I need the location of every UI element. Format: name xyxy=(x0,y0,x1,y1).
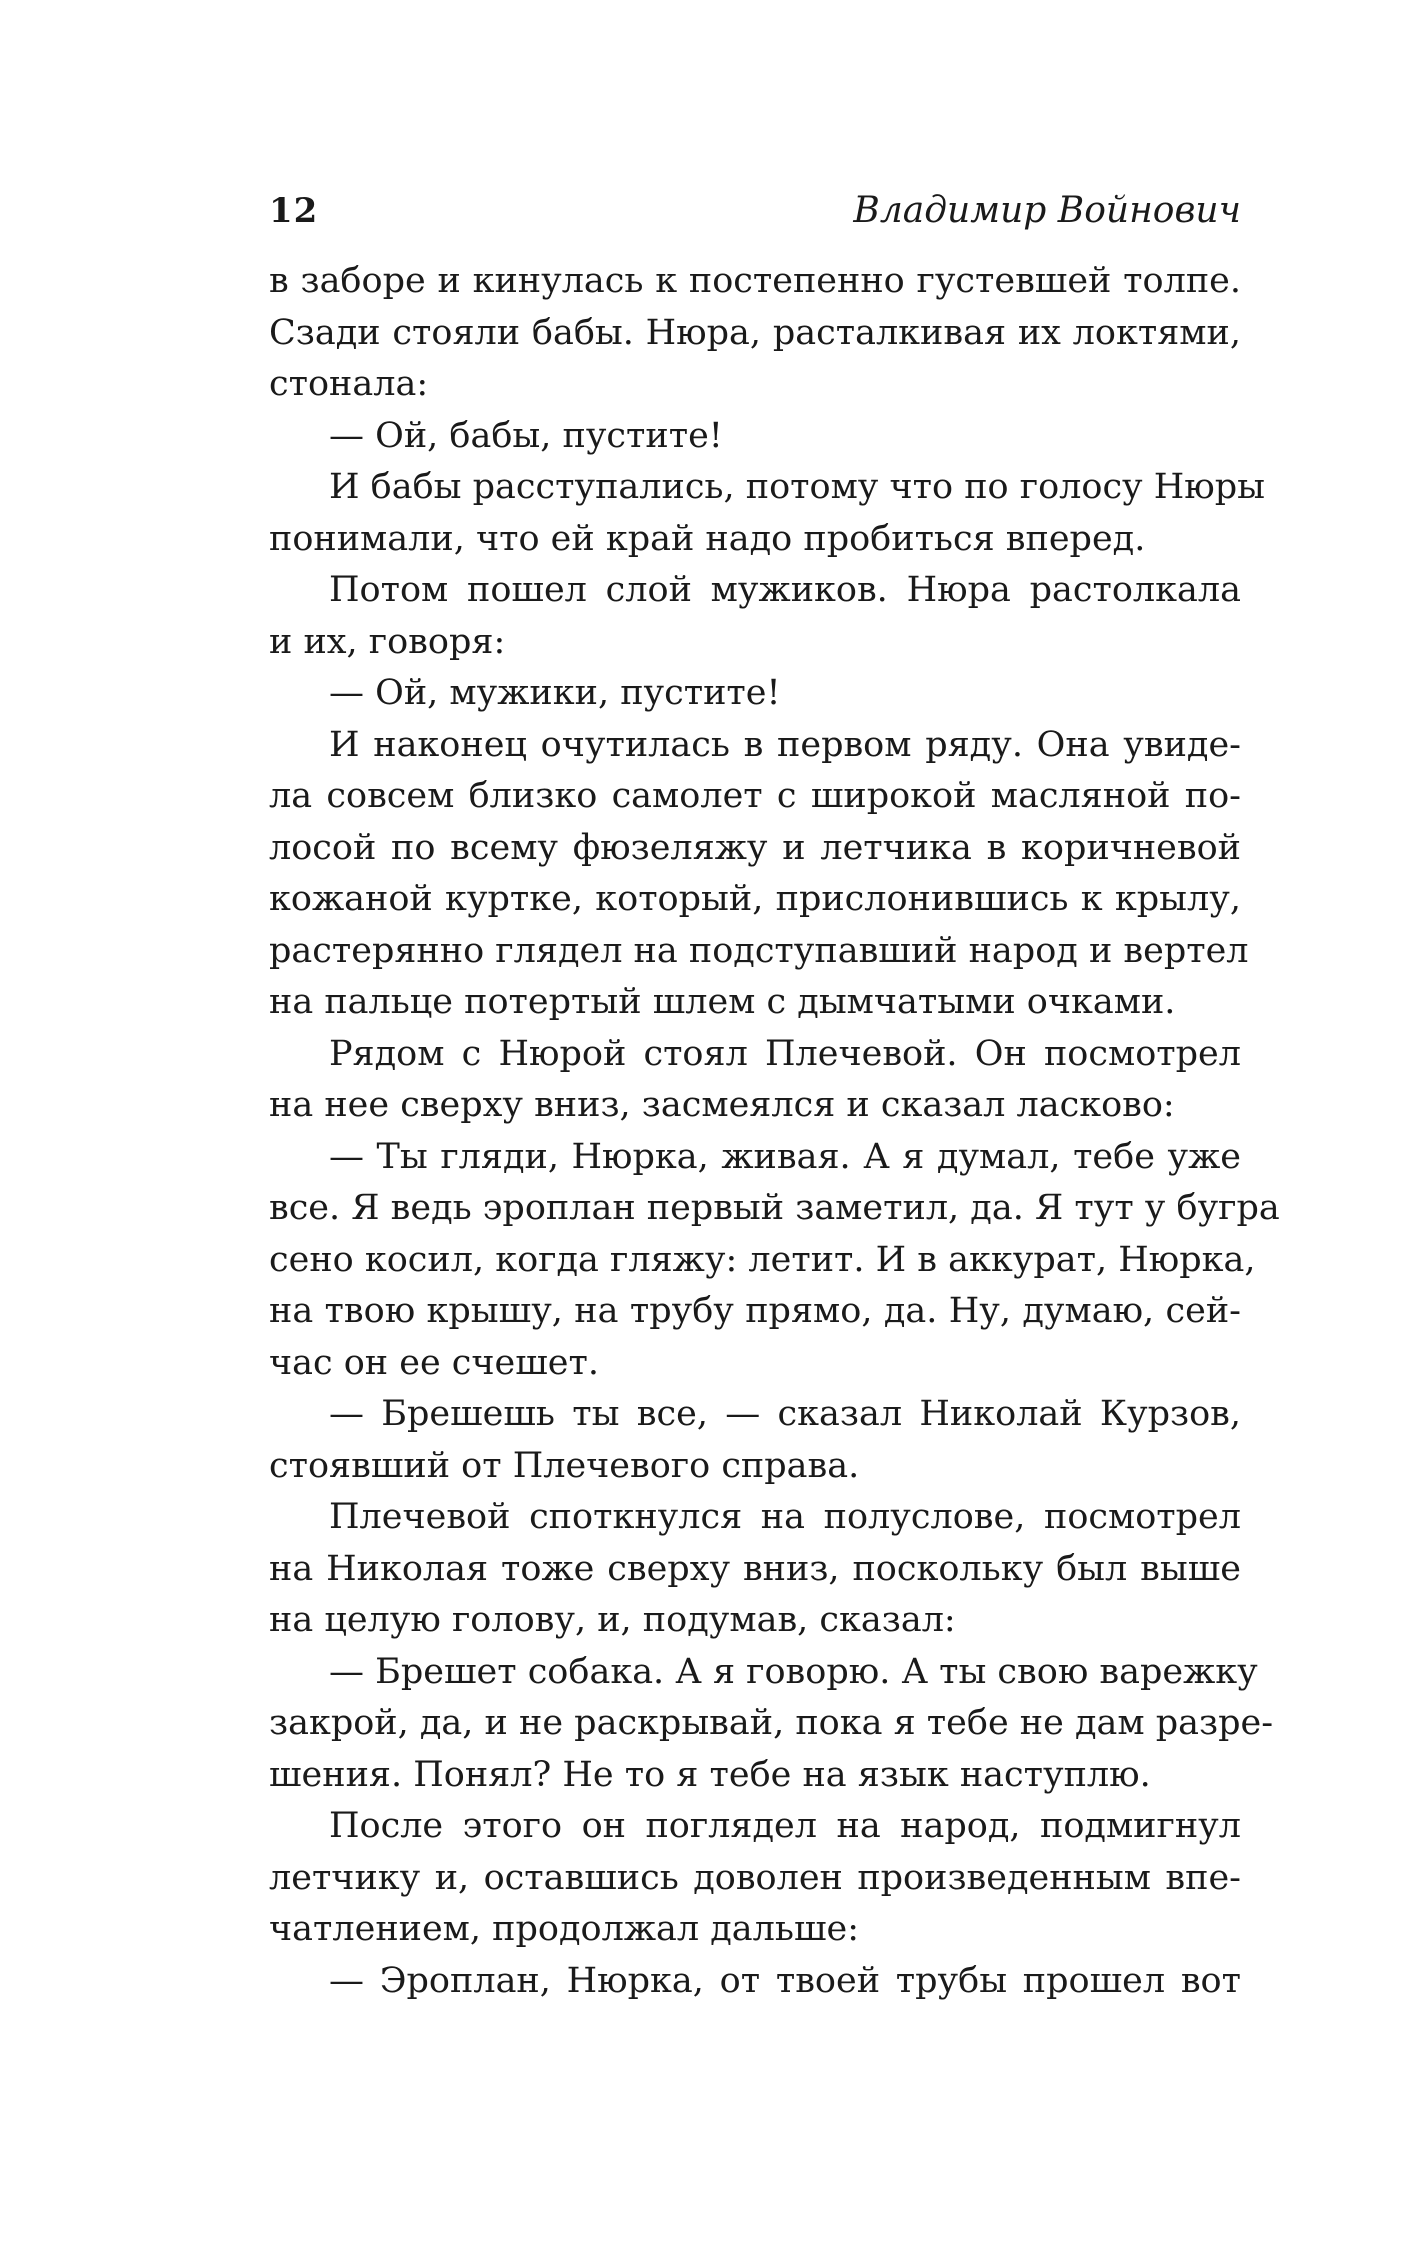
text-line: — Ой, бабы, пустите! xyxy=(329,415,723,456)
text-line: понимали, что ей край надо пробиться вперед. xyxy=(269,518,1146,559)
text-line: — Брешешь ты все, — сказал Николай Курзов, xyxy=(329,1394,1241,1434)
text-line: закрой, да, и не раскрывай, пока я тебе не дам разре- xyxy=(269,1703,1274,1743)
text-line: на твою крышу, на трубу прямо, да. Ну, думаю, сей- xyxy=(269,1291,1241,1331)
page-number: 12 xyxy=(269,191,319,231)
text-line: на Николая тоже сверху вниз, поскольку был выше xyxy=(269,1548,1241,1589)
text-line: Потом пошел слой мужиков. Нюра растолкала xyxy=(329,570,1241,610)
text-line: на нее сверху вниз, засмеялся и сказал ласково: xyxy=(269,1085,1175,1125)
text-line: ла совсем близко самолет с широкой масляной по- xyxy=(269,776,1241,816)
text-line: — Брешет собака. А я говорю. А ты свою варежку xyxy=(329,1651,1258,1692)
text-line: чатлением, продолжал дальше: xyxy=(269,1909,859,1949)
text-line: После этого он поглядел на народ, подмигнул xyxy=(329,1806,1241,1846)
text-line: Сзади стояли бабы. Нюра, расталкивая их локтями, xyxy=(269,312,1241,353)
text-line: и их, говоря: xyxy=(269,621,506,662)
text-line: И бабы расступались, потому что по голосу Нюры xyxy=(329,467,1266,507)
text-line: летчику и, оставшись доволен произведенным впе- xyxy=(269,1857,1241,1898)
author-name: Владимир Войнович xyxy=(853,190,1241,231)
text-line: — Ой, мужики, пустите! xyxy=(329,673,781,713)
text-line: все. Я ведь эроплан первый заметил, да. Я тут у бугра xyxy=(269,1188,1280,1228)
text-line: — Ты гляди, Нюрка, живая. А я думал, тебе уже xyxy=(329,1136,1241,1177)
text-line: шения. Понял? Не то я тебе на язык наступлю. xyxy=(269,1754,1151,1795)
body-text xyxy=(269,256,1280,2007)
text-line: И наконец очутилась в первом ряду. Она увиде- xyxy=(329,724,1241,765)
book-page xyxy=(269,190,1280,2007)
text-line: кожаной куртке, который, прислонившись к крылу, xyxy=(269,879,1241,919)
text-line: растерянно глядел на подступавший народ и вертел xyxy=(269,930,1249,971)
text-line: стонала: xyxy=(269,364,429,404)
text-line: Рядом с Нюрой стоял Плечевой. Он посмотрел xyxy=(329,1033,1241,1074)
text-line: на пальце потертый шлем с дымчатыми очками. xyxy=(269,982,1176,1022)
running-head xyxy=(269,190,1241,248)
text-line: в заборе и кинулась к постепенно густевшей толпе. xyxy=(269,261,1241,301)
text-line: — Эроплан, Нюрка, от твоей трубы прошел вот xyxy=(329,1960,1241,2001)
text-line: на целую голову, и, подумав, сказал: xyxy=(269,1600,956,1640)
text-line: сено косил, когда гляжу: летит. И в аккурат, Нюрка, xyxy=(269,1239,1256,1280)
text-line: Плечевой споткнулся на полуслове, посмотрел xyxy=(329,1497,1241,1537)
text-line: стоявший от Плечевого справа. xyxy=(269,1445,860,1486)
text-line: час он ее счешет. xyxy=(269,1342,600,1383)
text-line: лосой по всему фюзеляжу и летчика в коричневой xyxy=(269,827,1241,868)
